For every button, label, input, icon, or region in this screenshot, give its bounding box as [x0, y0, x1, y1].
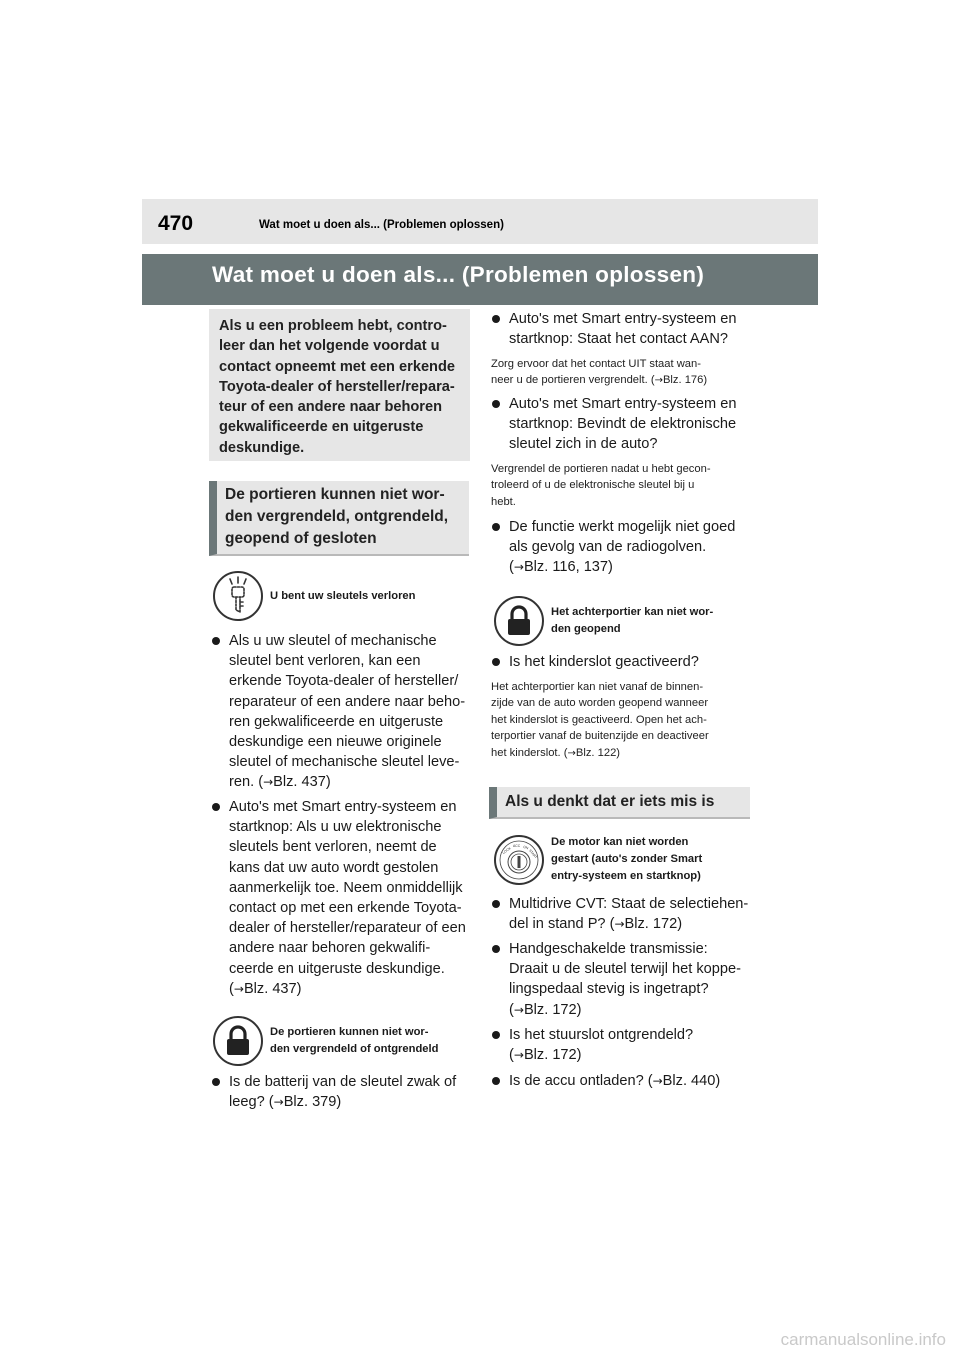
- list-item: De functie werkt mogelijk niet goed als gevolg van de radiogolven. (→Blz. 116, 137): [491, 517, 751, 578]
- ignition-switch-icon: [494, 835, 544, 885]
- section-heading-text: Als u denkt dat er iets mis is: [505, 793, 715, 810]
- subheading-label: De motor kan niet worden gestart (auto's zonder Smart entry-systeem en startknop): [551, 836, 703, 882]
- subheading-label: De portieren kunnen niet wor- den vergrendeld of ontgrendeld: [270, 1026, 439, 1055]
- list-item: Auto's met Smart entry-systeem en startknop: Staat het contact AAN?: [491, 309, 751, 349]
- list-item: Multidrive CVT: Staat de selectiehen- del in stand P? (→Blz. 172): [491, 894, 753, 934]
- subheading-engine-wont-start: [494, 834, 702, 885]
- subheading-cannot-lock: [213, 1016, 438, 1066]
- svg-text:LOCK: LOCK: [501, 845, 512, 855]
- note-text: Vergrendel de portieren nadat u hebt gecon- troleerd of u de elektronische sleutel bij u hebt.: [491, 463, 711, 508]
- note-text: Zorg ervoor dat het contact UIT staat wan- neer u de portieren vergrendelt. (→Blz. 176): [491, 358, 708, 387]
- section-heading-text: De portieren kunnen niet wor- den vergrendeld, ontgrendeld, geopend of gesloten: [225, 486, 449, 547]
- intro-text: Als u een probleem hebt, contro- leer dan het volgende voordat u contact opneemt met een erkende Toyota-dealer of hersteller/repara- teur of een andere naar behoren gekwalificeerde en uitgeruste deskundige.: [219, 318, 456, 456]
- page-number: 470: [158, 212, 194, 235]
- list-item: Is de batterij van de sleutel zwak of leeg? (→Blz. 379): [211, 1072, 471, 1112]
- section-heading-doors: [209, 481, 469, 556]
- section-heading-something-wrong: [489, 787, 750, 819]
- list-item: Als u uw sleutel of mechanische sleutel bent verloren, kan een erkende Toyota-dealer of hersteller/ reparateur of een andere naar beho- ren gekwalificeerde en uitgeruste deskundige een nieuwe originele sleutel of mechanische sleutel leve- ren. (→Blz. 437): [211, 631, 471, 793]
- padlock-icon: [213, 1016, 263, 1066]
- list-item: Is het stuurslot ontgrendeld? (→Blz. 172): [491, 1025, 753, 1065]
- intro-box: [209, 309, 470, 461]
- svg-text:START: START: [527, 848, 538, 859]
- watermark-text: carmanualsonline.info: [780, 1330, 946, 1349]
- note-text: Het achterportier kan niet vanaf de binnen- zijde van de auto worden geopend wanneer het kinderslot is geactiveerd. Open het ach- terportier vanaf de buitenzijde en deactiveer het kinderslot. (→Blz. 122): [491, 681, 709, 759]
- subheading-label: U bent uw sleutels verloren: [270, 589, 416, 602]
- lost-key-icon: [213, 571, 263, 621]
- svg-text:ON: ON: [522, 844, 529, 850]
- subheading-rear-door: [494, 596, 713, 646]
- chapter-title: Wat moet u doen als... (Problemen oplossen): [212, 262, 705, 287]
- subheading-lost-keys: [213, 571, 415, 621]
- padlock-icon: [494, 596, 544, 646]
- list-item: Auto's met Smart entry-systeem en startknop: Als u uw elektronische sleutels bent verloren, neemt de kans dat uw auto wordt gestolen aanmerkelijk toe. Neem onmiddellijk contact op met een erkende Toyota- dealer of hersteller/reparateur of een andere naar behoren gekwalifi- ceerde en uitgeruste deskundige. (→Blz. 437): [211, 797, 471, 999]
- list-item: Is de accu ontladen? (→Blz. 440): [491, 1071, 753, 1091]
- subheading-label: Het achterportier kan niet wor- den geopend: [551, 606, 714, 635]
- list-item: Handgeschakelde transmissie: Draait u de sleutel terwijl het koppe- lingspedaal stevig is ingetrapt? (→Blz. 172): [491, 939, 753, 1020]
- list-item: Auto's met Smart entry-systeem en startknop: Bevindt de elektronische sleutel zich in de auto?: [491, 394, 751, 455]
- running-header-title: Wat moet u doen als... (Problemen oplossen): [259, 219, 504, 231]
- list-item: Is het kinderslot geactiveerd?: [491, 652, 751, 672]
- svg-text:ACC: ACC: [513, 843, 521, 848]
